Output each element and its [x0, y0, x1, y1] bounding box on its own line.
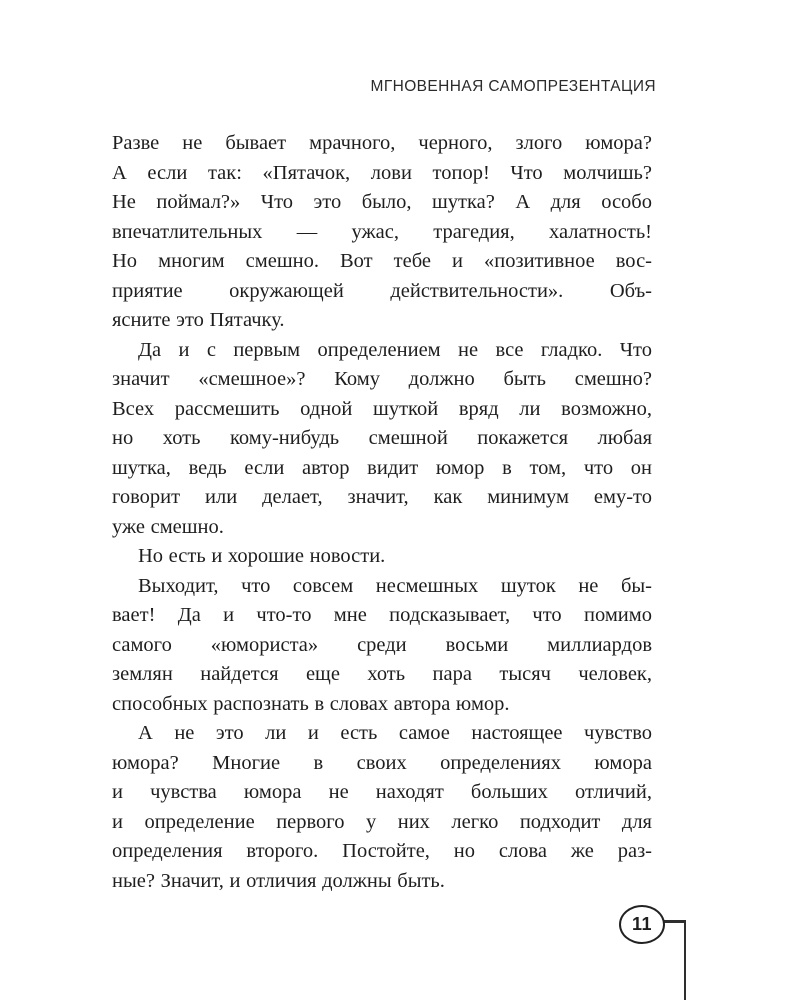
text-line: и чувства юмора не находят больших отличий,: [112, 781, 652, 803]
page-number-badge: [619, 905, 665, 944]
text-line: Всех рассмешить одной шуткой вряд ли возможно,: [112, 397, 652, 420]
text-line: определения второго. Постойте, но слова же раз-: [112, 840, 652, 862]
corner-rule-horizontal: [662, 920, 686, 923]
text-line: самого «юмориста» среди восьми миллиардов: [112, 633, 652, 656]
text-line: Разве не бывает мрачного, черного, злого юмора?: [112, 132, 652, 154]
text-line: ясните это Пятачку.: [112, 309, 285, 331]
text-line: приятие окружающей действительности». Объ-: [112, 279, 652, 302]
paragraph: [112, 719, 652, 896]
text-line: впечатлительных — ужас, трагедия, халатность!: [112, 220, 652, 243]
paragraph: [112, 542, 652, 572]
corner-rule-vertical: [684, 920, 687, 1000]
text-line: Но многим смешно. Вот тебе и «позитивное вос-: [112, 250, 652, 272]
paragraph: [112, 336, 652, 543]
text-line: А не это ли и есть самое настоящее чувство: [138, 722, 652, 744]
text-line: юмора? Многие в своих определениях юмора: [112, 751, 652, 774]
text-line: но хоть кому-нибудь смешной покажется любая: [112, 427, 652, 449]
text-line: говорит или делает, значит, как минимум ему-то: [112, 486, 652, 508]
text-line: вает! Да и что-то мне подсказывает, что помимо: [112, 604, 652, 626]
text-line: А если так: «Пятачок, лови топор! Что молчишь?: [112, 161, 652, 184]
text-line: значит «смешное»? Кому должно быть смешно?: [112, 368, 652, 390]
text-line: Но есть и хорошие новости.: [138, 545, 386, 567]
text-line: и определение первого у них легко подходит для: [112, 810, 652, 833]
text-line: ные? Значит, и отличия должны быть.: [112, 869, 445, 892]
text-line: Не поймал?» Что это было, шутка? А для особо: [112, 191, 652, 213]
text-line: шутка, ведь если автор видит юмор в том, что он: [112, 456, 652, 479]
text-line: уже смешно.: [112, 515, 224, 538]
paragraph: [112, 129, 652, 336]
page-number: 11: [631, 914, 653, 934]
paragraph: [112, 572, 652, 720]
text-line: способных распознать в словах автора юмор.: [112, 692, 510, 715]
text-line: Да и с первым определением не все гладко. Что: [138, 338, 652, 361]
running-header: МГНОВЕННАЯ САМОПРЕЗЕНТАЦИЯ: [370, 78, 656, 95]
text-line: землян найдется еще хоть пара тысяч человек,: [112, 663, 652, 685]
text-line: Выходит, что совсем несмешных шуток не бы-: [138, 574, 652, 597]
body-text: [112, 129, 652, 896]
